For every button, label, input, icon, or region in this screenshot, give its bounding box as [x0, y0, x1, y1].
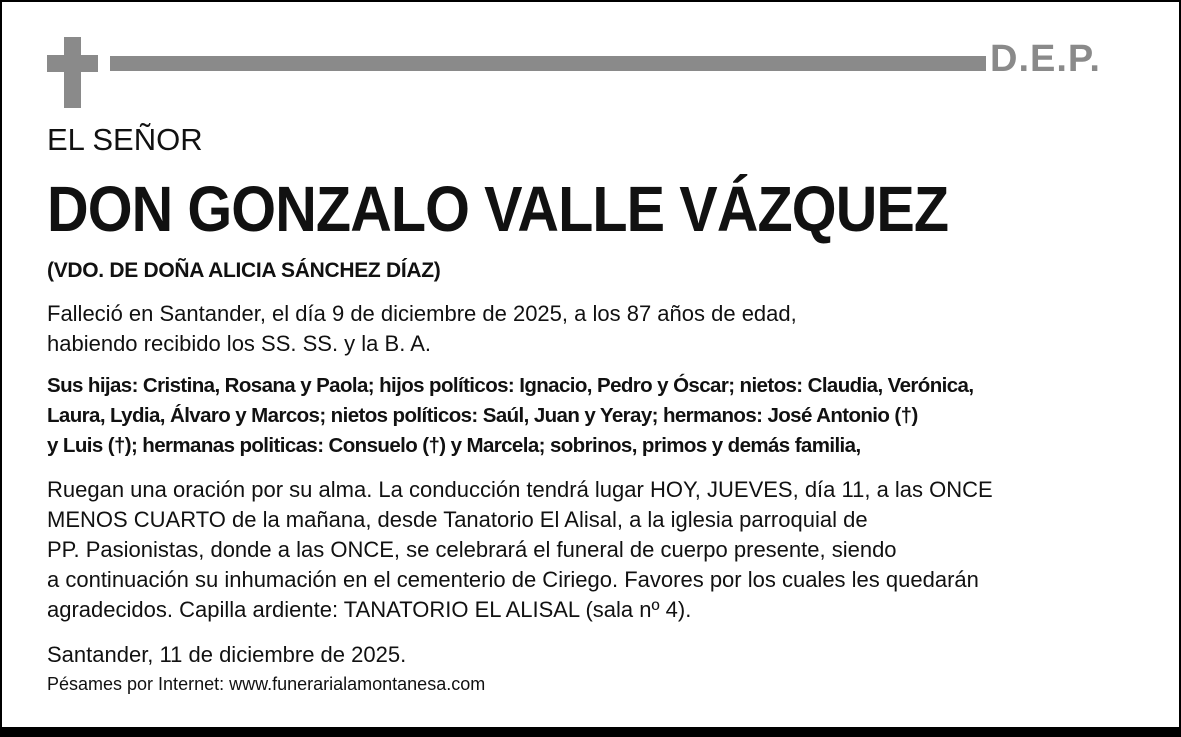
service-line: agradecidos. Capilla ardiente: TANATORIO EL ALISAL (sala nº 4). — [47, 597, 692, 622]
bottom-border — [0, 727, 1181, 737]
cross-horizontal — [47, 55, 98, 72]
death-line: habiendo recibido los SS. SS. y la B. A. — [47, 331, 432, 356]
service-line: MENOS CUARTO de la mañana, desde Tanatorio El Alisal, a la iglesia parroquial de — [47, 507, 868, 532]
widower-line: (VDO. DE DOÑA ALICIA SÁNCHEZ DÍAZ) — [47, 259, 441, 282]
service-line: PP. Pasionistas, donde a las ONCE, se celebrará el funeral de cuerpo presente, siendo — [47, 537, 897, 562]
service-line: Ruegan una oración por su alma. La conducción tendrá lugar HOY, JUEVES, día 11, a las ONCE — [47, 477, 993, 502]
deceased-name: DON GONZALO VALLE VÁZQUEZ — [47, 173, 949, 245]
header-rule — [110, 56, 986, 71]
family-line: Sus hijas: Cristina, Rosana y Paola; hijos políticos: Ignacio, Pedro y Óscar; nietos: Claudia, Verónica, — [47, 374, 974, 397]
service-line: a continuación su inhumación en el cementerio de Ciriego. Favores por los cuales les quedarán — [47, 567, 979, 592]
condolences-link: Pésames por Internet: www.funerarialamontanesa.com — [47, 674, 486, 694]
family-line: y Luis (†); hermanas politicas: Consuelo (†) y Marcela; sobrinos, primos y demás familia, — [47, 434, 861, 457]
death-line: Falleció en Santander, el día 9 de diciembre de 2025, a los 87 años de edad, — [47, 301, 797, 326]
family-line: Laura, Lydia, Álvaro y Marcos; nietos políticos: Saúl, Juan y Yeray; hermanos: José Antonio (†) — [47, 404, 918, 427]
place-date: Santander, 11 de diciembre de 2025. — [47, 642, 407, 667]
dep-label: D.E.P. — [990, 38, 1101, 80]
cross-vertical — [64, 37, 81, 108]
title: EL SEÑOR — [47, 122, 203, 157]
